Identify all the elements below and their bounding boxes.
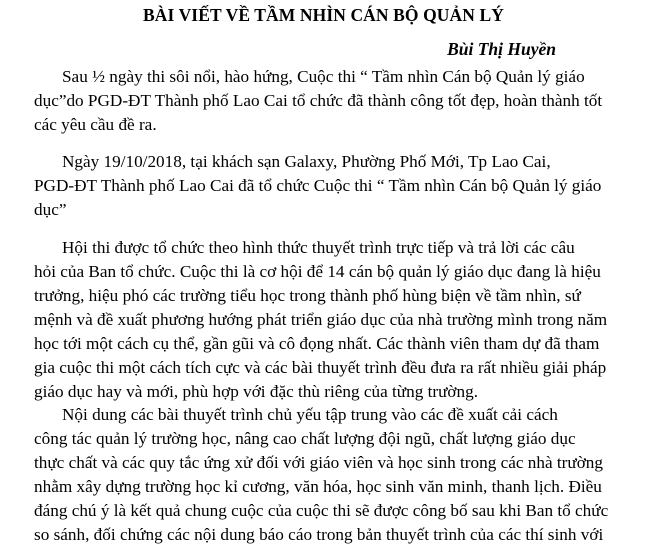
paragraph-line: mệnh và đề xuất phương hướng phát triển giáo dục của nhà trường mình trong năm [34,310,608,329]
paragraph-line: dục”do PGD-ĐT Thành phố Lao Cai tổ chức đã thành công tốt đẹp, hoàn thành tốt [34,91,603,110]
paragraph-line: Sau ½ ngày thi sôi nổi, hào hứng, Cuộc thi “ Tầm nhìn Cán bộ Quản lý giáo [62,67,585,86]
paragraph-line: đáng chú ý là kết quả chung cuộc của cuộc thi sẽ được công bố sau khi Ban tổ chức [34,501,609,520]
paragraph-3 [34,236,656,404]
paragraph-line: các yêu cầu đề ra. [34,115,157,134]
paragraph-line: hỏi của Ban tổ chức. Cuộc thi là cơ hội để 14 cán bộ quản lý giáo dục đang là hiệu [34,262,601,281]
paragraph-line: học tới một cách cụ thể, gần gũi và cô đọng nhất. Các thành viên tham dự đã tham [34,334,600,353]
paragraph-line: Nội dung các bài thuyết trình chủ yếu tập trung vào các đề xuất cải cách [62,405,558,424]
paragraph-1 [34,65,656,137]
document-title: BÀI VIẾT VỀ TẦM NHÌN CÁN BỘ QUẢN LÝ [142,5,505,25]
paragraph-line: thực chất và các quy tắc ứng xử đối với giáo viên và học sinh trong các nhà trường [34,453,603,472]
paragraph-line: so sánh, đối chứng các nội dung báo cáo trong bản thuyết trình của các thí sinh với [34,525,604,544]
author-name: Bùi Thị Huyền [447,39,556,59]
paragraph-4 [34,403,656,547]
paragraph-line: PGD-ĐT Thành phố Lao Cai đã tổ chức Cuộc thi “ Tầm nhìn Cán bộ Quản lý giáo [34,176,602,195]
paragraph-line: công tác quản lý trường học, nâng cao chất lượng đội ngũ, chất lượng giáo dục [34,429,576,448]
paragraph-line: giáo dục hay và mới, phù hợp với đặc thù riêng của từng trường. [34,382,478,401]
paragraph-line: Hội thi được tổ chức theo hình thức thuyết trình trực tiếp và trả lời các câu [62,238,575,257]
paragraph-line: dục” [34,200,67,219]
paragraph-2 [34,150,656,222]
paragraph-line: Ngày 19/10/2018, tại khách sạn Galaxy, Phường Phố Mới, Tp Lao Cai, [62,152,551,171]
paragraph-line: trưởng, hiệu phó các trường tiểu học trong thành phố hùng biện về tầm nhìn, sứ [34,286,581,305]
paragraph-line: gia cuộc thi một cách tích cực và các bài thuyết trình đều đưa ra rất nhiều giải pháp [34,358,607,377]
paragraph-line: nhằm xây dựng trường học kỉ cương, văn hóa, học sinh văn minh, thanh lịch. Điều [34,477,602,496]
